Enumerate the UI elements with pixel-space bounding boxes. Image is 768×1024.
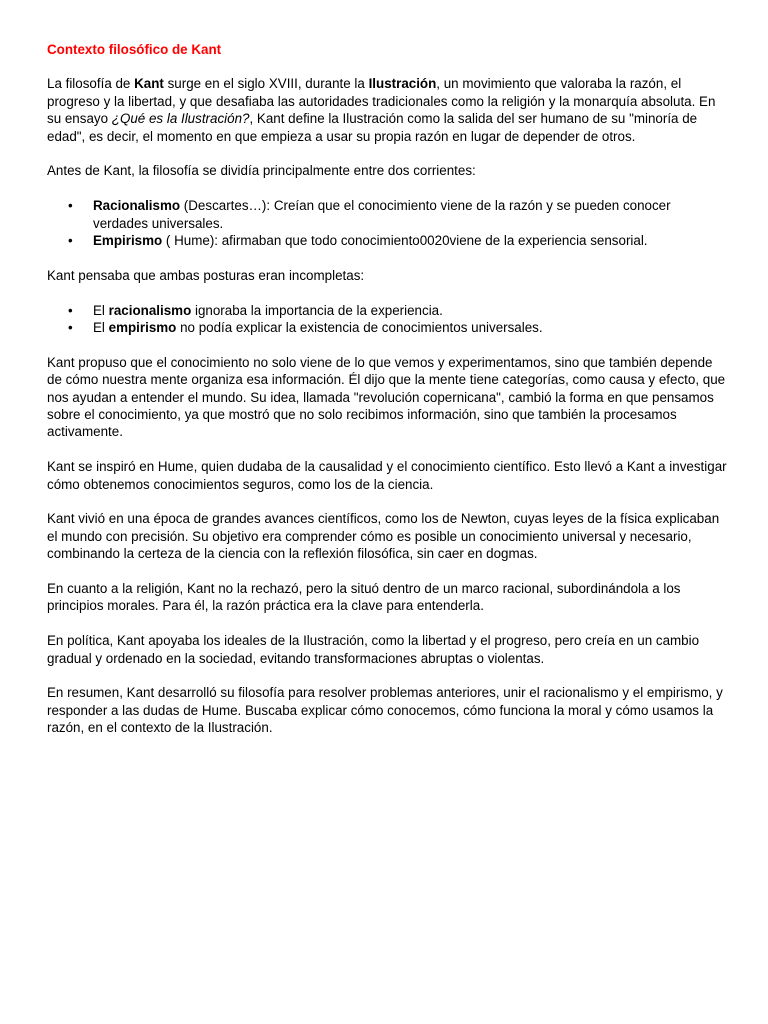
list-criticas: [47, 302, 727, 337]
list-item-empirismo: [68, 232, 727, 249]
paragraph-propuesta: Kant propuso que el conocimiento no solo viene de lo que vemos y experimentamos, sino que también depende de cómo nuestra mente organiza esa información. Él dijo que la mente tiene categorías, como causa y efecto, que nos ayudan a entender el mundo. Su idea, llamada "revolución copernicana", cambió la forma en que pensamos sobre el conocimiento, ya que mostró que no solo recibimos información, sino que también la procesamos activamente.: [47, 354, 726, 440]
list-item-bold: Empirismo: [93, 233, 163, 249]
bullet-icon: •: [68, 233, 73, 249]
list-item-text: ( Hume): afirmaban que todo conocimiento0020viene de la experiencia sensorial.: [162, 233, 648, 249]
paragraph-hume: Kant se inspiró en Hume, quien dudaba de la causalidad y el conocimiento científico. Esto llevó a Kant a investigar cómo obtenemos conocimientos seguros, como los de la ciencia.: [47, 459, 727, 492]
list-item-text: ignoraba la importancia de la experiencia.: [191, 302, 443, 318]
bullet-icon: •: [68, 320, 73, 336]
intro-text-2: surge en el siglo XVIII, durante la: [163, 76, 369, 92]
intro-bold-kant: Kant: [134, 76, 164, 92]
list-item-critica-racionalismo: [68, 302, 727, 319]
list-item-pre: El: [93, 320, 109, 336]
paragraph-politica: En política, Kant apoyaba los ideales de la Ilustración, como la libertad y el progreso, pero creía en un cambio gradual y ordenado en la sociedad, evitando transformaciones abruptas o violentas.: [47, 633, 700, 666]
list-item-critica-empirismo: [68, 319, 727, 336]
document-page: [47, 41, 727, 754]
bullet-icon: •: [68, 302, 73, 318]
list-item-text: no podía explicar la existencia de conocimientos universales.: [176, 320, 543, 336]
intro-text-3: , un movimiento que valoraba la razón, el progreso y la libertad, y que desafiaba las autoridades tradicionales como la religión y la monarquía absoluta. En su ensayo: [47, 76, 716, 127]
intro-essay-title: ¿Qué es la Ilustración?: [111, 111, 250, 127]
list-item-racionalismo: [68, 197, 727, 232]
list-item-bold: racionalismo: [108, 302, 192, 318]
intro-text-4: , Kant define la Ilustración como la salida del ser humano de su "minoría de edad", es decir, el momento en que empieza a usar su propia razón en lugar de depender de otros.: [47, 111, 698, 144]
bullet-icon: •: [68, 198, 73, 214]
paragraph-religion: En cuanto a la religión, Kant no la rechazó, pero la situó dentro de un marco racional, subordinándola a los principios morales. Para él, la razón práctica era la clave para entenderla.: [47, 581, 681, 614]
list-corrientes: [47, 197, 727, 249]
document-title: Contexto filosófico de Kant: [47, 42, 222, 57]
list-item-text: (Descartes…): Creían que el conocimiento viene de la razón y se pueden conocer verdades universales.: [93, 198, 671, 231]
paragraph-corrientes: Antes de Kant, la filosofía se dividía principalmente entre dos corrientes:: [47, 163, 476, 179]
list-item-pre: El: [93, 302, 109, 318]
paragraph-intro: [47, 75, 727, 145]
intro-bold-ilustracion: Ilustración: [368, 76, 437, 92]
list-item-bold: empirismo: [108, 320, 177, 336]
list-item-bold: Racionalismo: [93, 198, 181, 214]
intro-text-1: La filosofía de: [47, 76, 135, 92]
paragraph-incompletas: Kant pensaba que ambas posturas eran incompletas:: [47, 267, 365, 283]
paragraph-newton: Kant vivió en una época de grandes avances científicos, como los de Newton, cuyas leyes de la física explicaban el mundo con precisión. Su objetivo era comprender cómo es posible un conocimiento universal y necesario, combinando la certeza de la ciencia con la reflexión filosófica, sin caer en dogmas.: [47, 511, 720, 562]
paragraph-resumen: En resumen, Kant desarrolló su filosofía para resolver problemas anteriores, unir el racionalismo y el empirismo, y responder a las dudas de Hume. Buscaba explicar cómo conocemos, cómo funciona la moral y cómo usamos la razón, en el contexto de la Ilustración.: [47, 685, 723, 736]
